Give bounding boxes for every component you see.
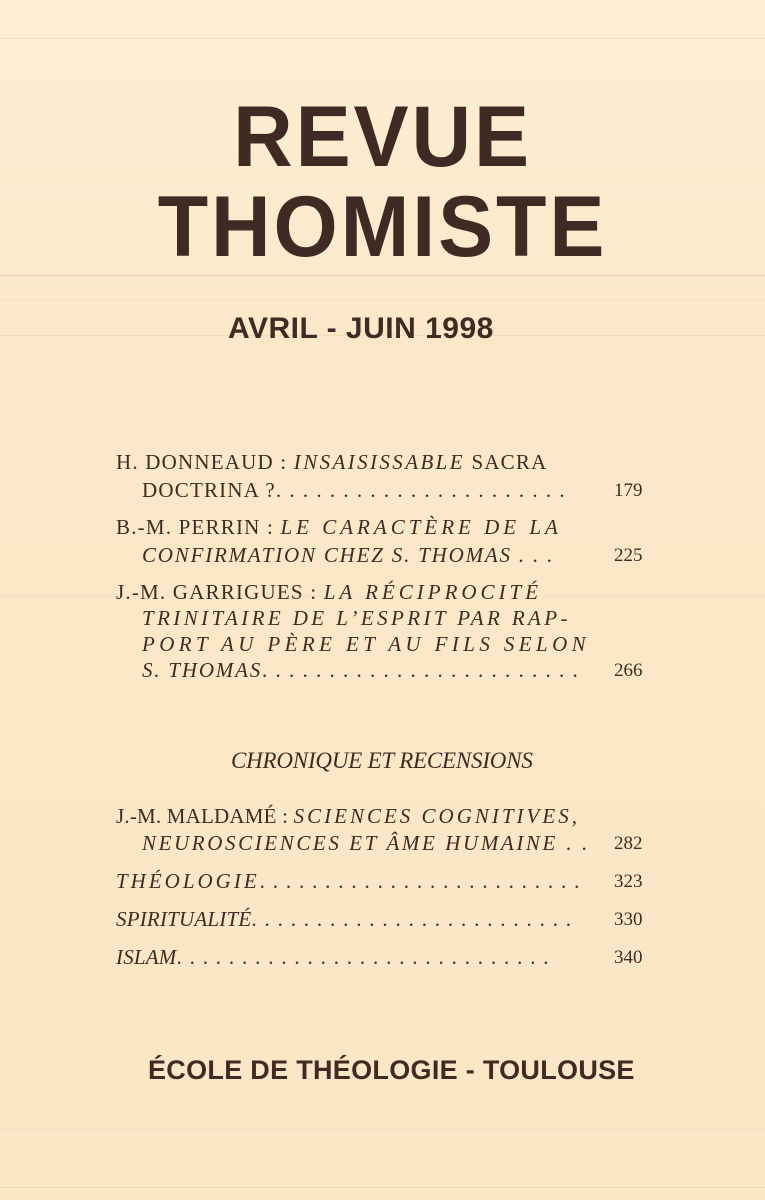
toc-entry-line — [116, 450, 547, 475]
toc-entry-line — [142, 543, 554, 568]
toc-title-italic: ISLAM — [116, 945, 177, 969]
dot-leader: . . . . . . . . . . . . . . . . . . . . . . — [275, 478, 567, 502]
toc-title-italic: THÉOLOGIE — [116, 869, 260, 893]
toc-title-continued: S. THOMAS — [142, 658, 263, 682]
toc-title-continued: DOCTRINA ? — [142, 478, 276, 502]
toc-entry-line — [116, 515, 562, 540]
toc-entry-line — [116, 945, 550, 970]
dot-leader: . . . . . . . . . . . . . . . . . . . . . . . . . — [251, 907, 573, 931]
toc-author: H. DONNEAUD : — [116, 450, 288, 474]
dot-leader: . . — [565, 831, 590, 855]
dot-leader: . . . . . . . . . . . . . . . . . . . . . . . . . . . . . — [176, 945, 550, 969]
toc-entry-line — [142, 831, 589, 856]
toc-entry-line — [116, 580, 542, 605]
toc-title-italic: INSAISISSABLE — [293, 450, 465, 474]
toc-entry-line — [142, 478, 566, 503]
toc-title-italic: LE CARACTÈRE DE LA — [280, 515, 562, 539]
toc-page-number: 323 — [614, 871, 643, 892]
toc-page-number: 179 — [614, 480, 643, 501]
dot-leader: . . . — [518, 543, 555, 567]
toc-title-roman: SACRA — [471, 450, 548, 474]
publisher-name: ÉCOLE DE THÉOLOGIE - TOULOUSE — [148, 1055, 635, 1085]
scan-streak — [0, 1187, 765, 1188]
journal-title-line-2: THOMISTE — [157, 179, 608, 275]
toc-page-number: 282 — [614, 833, 643, 854]
toc-page-number: 225 — [614, 545, 643, 566]
toc-entry-line — [116, 804, 580, 829]
scan-streak — [0, 38, 765, 39]
dot-leader: . . . . . . . . . . . . . . . . . . . . . . . . — [262, 658, 580, 682]
toc-entry-line — [116, 869, 581, 894]
section-heading-chronicle: CHRONIQUE ET RECENSIONS — [231, 748, 533, 773]
scan-streak — [0, 300, 765, 301]
issue-date: AVRIL - JUIN 1998 — [228, 312, 494, 345]
toc-page-number: 340 — [614, 947, 643, 968]
toc-entry-line — [116, 907, 572, 932]
dot-leader: . . . . . . . . . . . . . . . . . . . . . . . . . — [259, 869, 581, 893]
toc-entry-line: TRINITAIRE DE L’ESPRIT PAR RAP- — [142, 606, 571, 630]
toc-author: J.-M. MALDAMÉ : — [116, 804, 289, 828]
toc-title-continued: NEUROSCIENCES ET ÂME HUMAINE — [142, 831, 558, 855]
toc-page-number: 266 — [614, 660, 643, 681]
toc-title-continued: CONFIRMATION CHEZ S. THOMAS — [142, 543, 512, 567]
toc-page-number: 330 — [614, 909, 643, 930]
toc-author: B.-M. PERRIN : — [116, 515, 274, 539]
toc-entry-line: PORT AU PÈRE ET AU FILS SELON — [142, 632, 591, 656]
toc-author: J.-M. GARRIGUES : — [116, 580, 318, 604]
toc-title-italic: SCIENCES COGNITIVES, — [293, 804, 580, 828]
toc-title-italic: SPIRITUALITÉ — [116, 907, 252, 931]
scan-streak — [0, 1128, 765, 1129]
journal-title-line-1: REVUE — [233, 89, 532, 185]
toc-title-italic: LA RÉCIPROCITÉ — [323, 580, 543, 604]
toc-entry-line — [142, 658, 579, 683]
